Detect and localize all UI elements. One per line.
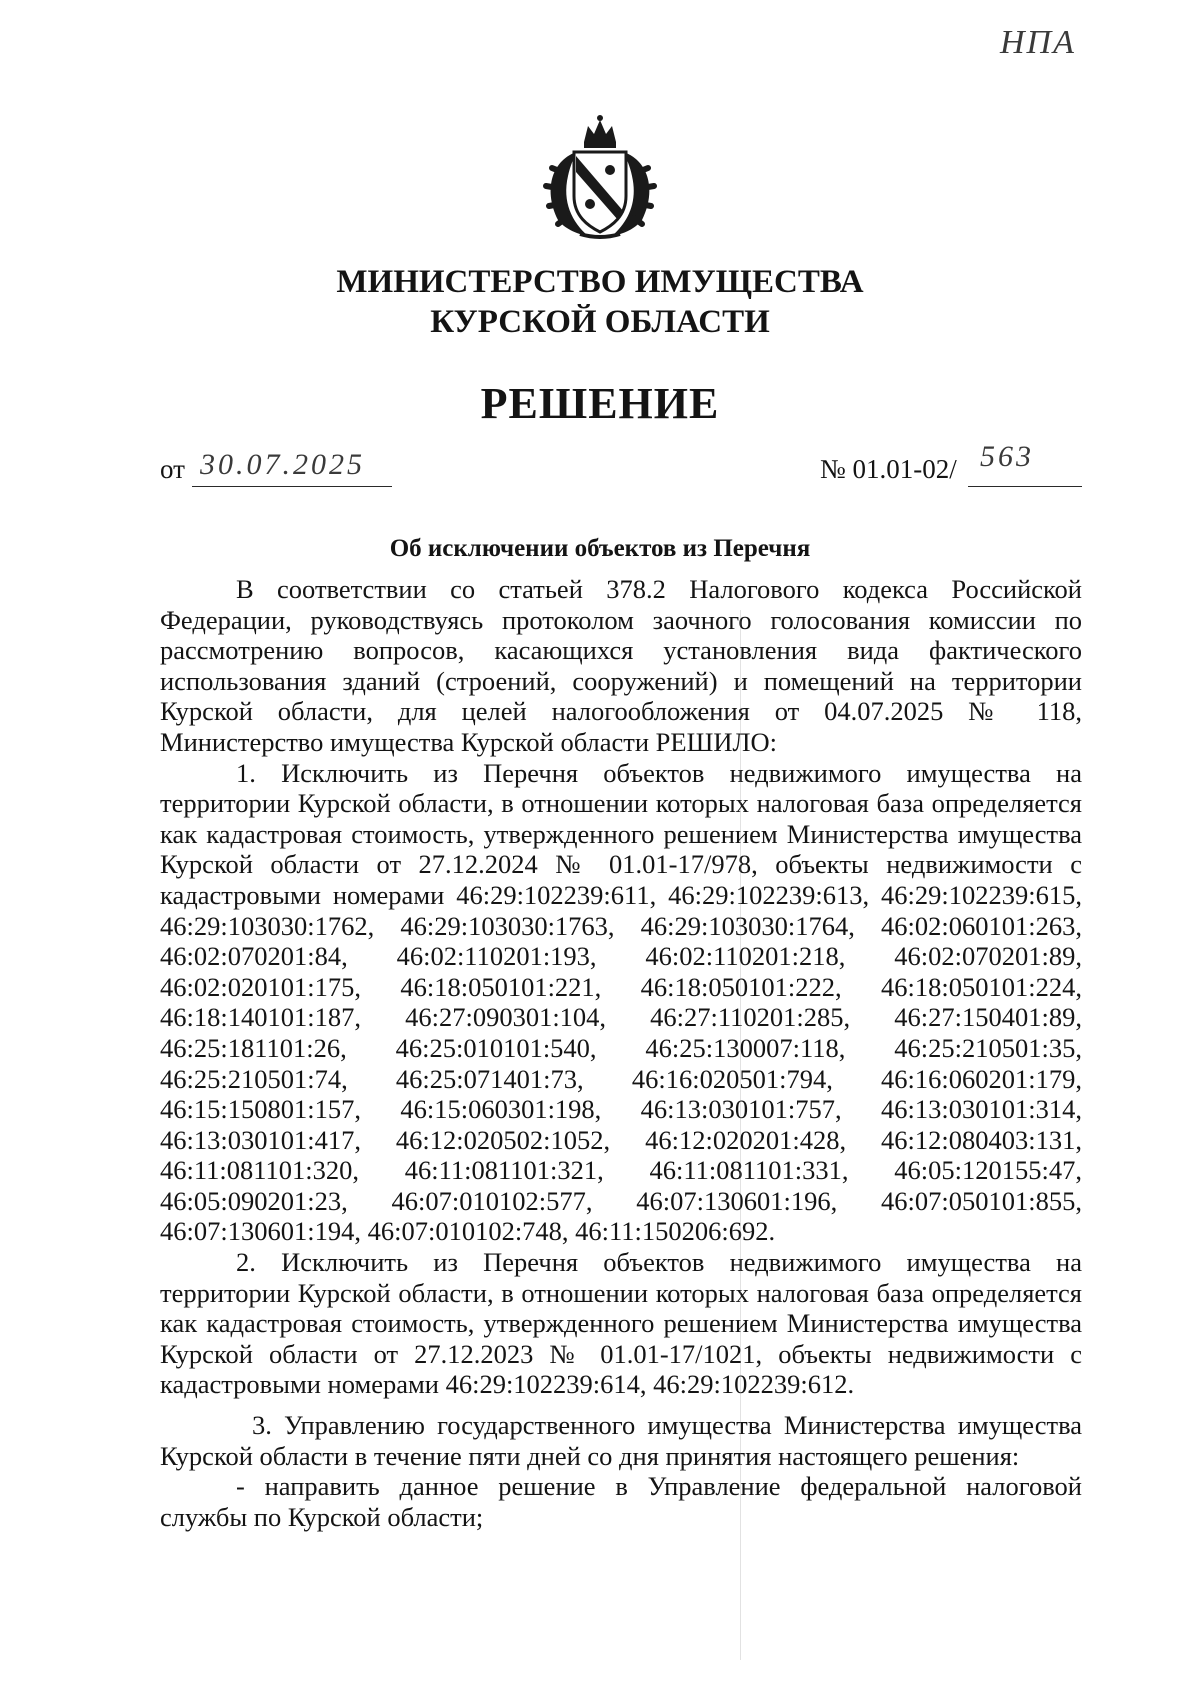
- ministry-name-line1: МИНИСТЕРСТВО ИМУЩЕСТВА: [336, 264, 864, 300]
- number-underline: [968, 486, 1082, 487]
- item-2-paragraph: 2. Исключить из Перечня объектов недвижимого имущества на территории Курской области, в отношении которых налоговая база определяется как кадастровая стоимость, утвержденного решением Министерства имущества Курской области от 27.12.2023 № 01.01-17/1021, объекты недвижимости с кадастровыми номерами 46:29:102239:614, 46:29:102239:612.: [160, 1247, 1082, 1400]
- corner-mark-text: НПА: [1000, 24, 1076, 61]
- ministry-name-line2: КУРСКОЙ ОБЛАСТИ: [430, 304, 770, 340]
- corner-mark: [1000, 14, 1100, 70]
- ministry-name: [0, 262, 1200, 342]
- date-number-row: [160, 440, 1082, 490]
- date-prefix: от: [160, 454, 185, 484]
- coat-of-arms-icon: [532, 112, 668, 240]
- document-type-title: РЕШЕНИЕ: [480, 379, 720, 428]
- date-handwritten: 30.07.2025: [200, 448, 365, 481]
- item-3-paragraph: 3. Управлению государственного имущества Министерства имущества Курской области в течение пяти дней со дня принятия настоящего решения:: [160, 1410, 1082, 1471]
- document-subject: Об исключении объектов из Перечня: [389, 535, 811, 562]
- document-body: [160, 574, 1082, 1532]
- number-prefix: № 01.01-02/: [820, 454, 957, 484]
- item-1-paragraph: 1. Исключить из Перечня объектов недвижимого имущества на территории Курской области, в отношении которых налоговая база определяется как кадастровая стоимость, утвержденного решением Министерства имущества Курской области от 27.12.2024 № 01.01-17/978, объекты недвижимости с кадастровыми номерами 46:29:102239:611, 46:29:102239:613, 46:29:102239:615, 46:29:103030:1762, 46:29:103030:1763, 46:29:103030:1764, 46:02:060101:263, 46:02:070201:84, 46:02:110201:193, 46:02:110201:218, 46:02:070201:89, 46:02:020101:175, 46:18:050101:221, 46:18:050101:222, 46:18:050101:224, 46:18:140101:187, 46:27:090301:104, 46:27:110201:285, 46:27:150401:89, 46:25:181101:26, 46:25:010101:540, 46:25:130007:118, 46:25:210501:35, 46:25:210501:74, 46:25:071401:73, 46:16:020501:794, 46:16:060201:179, 46:15:150801:157, 46:15:060301:198, 46:13:030101:757, 46:13:030101:314, 46:13:030101:417, 46:12:020502:1052, 46:12:020201:428, 46:12:080403:131, 46:11:081101:320, 46:11:081101:321, 46:11:081101:331, 46:05:120155:47, 46:05:090201:23, 46:07:010102:577, 46:07:130601:196, 46:07:050101:855, 46:07:130601:194, 46:07:010102:748, 46:11:150206:692.: [160, 757, 1082, 1247]
- preamble-paragraph: В соответствии со статьей 378.2 Налогового кодекса Российской Федерации, руководствуясь протоколом заочного голосования комиссии по рассмотрению вопросов, касающихся установления вида фактического использования зданий (строений, сооружений) и помещений на территории Курской области, для целей налогообложения от 04.07.2025 № 118, Министерство имущества Курской области РЕШИЛО:: [160, 574, 1082, 757]
- item-3-bullet-paragraph: - направить данное решение в Управление федеральной налоговой службы по Курской области;: [160, 1471, 1082, 1532]
- scan-fold-line: [740, 610, 741, 1660]
- date-underline: [192, 486, 392, 487]
- number-handwritten: 563: [980, 440, 1034, 473]
